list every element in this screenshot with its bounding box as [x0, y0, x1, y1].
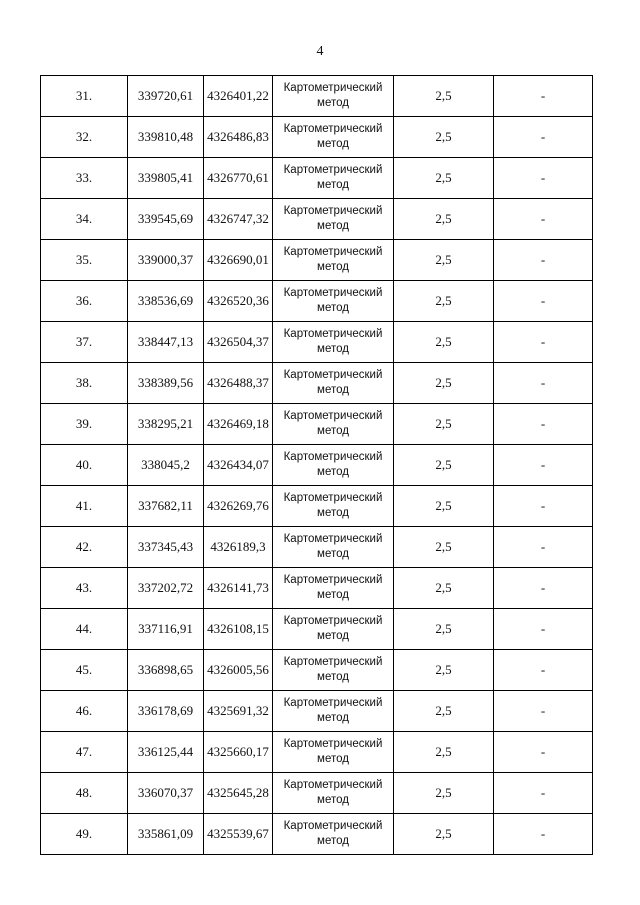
accuracy-cell: 2,5 — [394, 240, 494, 281]
point-number-cell: 35. — [41, 240, 128, 281]
x-coordinate-cell: 338045,2 — [128, 445, 204, 486]
method-cell — [273, 773, 394, 814]
x-coordinate-cell: 339545,69 — [128, 199, 204, 240]
method-cell — [273, 650, 394, 691]
method-cell — [273, 404, 394, 445]
method-line-2: метод — [317, 835, 349, 847]
accuracy-cell: 2,5 — [394, 363, 494, 404]
y-coordinate-cell: 4326434,07 — [204, 445, 273, 486]
note-cell: - — [494, 281, 593, 322]
y-coordinate-cell: 4325691,32 — [204, 691, 273, 732]
accuracy-cell: 2,5 — [394, 199, 494, 240]
accuracy-cell: 2,5 — [394, 76, 494, 117]
point-number-cell: 36. — [41, 281, 128, 322]
y-coordinate-cell: 4325660,17 — [204, 732, 273, 773]
x-coordinate-cell: 337345,43 — [128, 527, 204, 568]
table-row — [41, 363, 593, 404]
point-number-cell: 41. — [41, 486, 128, 527]
method-line-1: Картометрический — [283, 287, 383, 299]
page-number: 4 — [316, 44, 324, 59]
note-cell: - — [494, 732, 593, 773]
note-cell: - — [494, 76, 593, 117]
point-number-cell: 43. — [41, 568, 128, 609]
table-row — [41, 76, 593, 117]
y-coordinate-cell: 4326486,83 — [204, 117, 273, 158]
y-coordinate-cell: 4326005,56 — [204, 650, 273, 691]
accuracy-cell: 2,5 — [394, 568, 494, 609]
note-cell: - — [494, 445, 593, 486]
y-coordinate-cell: 4326108,15 — [204, 609, 273, 650]
method-line-2: метод — [317, 384, 349, 396]
x-coordinate-cell: 336898,65 — [128, 650, 204, 691]
method-line-2: метод — [317, 179, 349, 191]
y-coordinate-cell: 4326747,32 — [204, 199, 273, 240]
accuracy-cell: 2,5 — [394, 158, 494, 199]
method-line-2: метод — [317, 97, 349, 109]
accuracy-cell: 2,5 — [394, 486, 494, 527]
table-row — [41, 281, 593, 322]
point-number-cell: 39. — [41, 404, 128, 445]
table-row — [41, 404, 593, 445]
method-line-1: Картометрический — [283, 82, 383, 94]
point-number-cell: 37. — [41, 322, 128, 363]
x-coordinate-cell: 335861,09 — [128, 814, 204, 855]
method-line-1: Картометрический — [283, 574, 383, 586]
x-coordinate-cell: 339805,41 — [128, 158, 204, 199]
point-number-cell: 33. — [41, 158, 128, 199]
method-cell — [273, 486, 394, 527]
method-line-2: метод — [317, 466, 349, 478]
method-cell — [273, 691, 394, 732]
point-number-cell: 38. — [41, 363, 128, 404]
note-cell: - — [494, 322, 593, 363]
y-coordinate-cell: 4326488,37 — [204, 363, 273, 404]
y-coordinate-cell: 4326520,36 — [204, 281, 273, 322]
table-row — [41, 568, 593, 609]
table-row — [41, 609, 593, 650]
method-line-1: Картометрический — [283, 656, 383, 668]
x-coordinate-cell: 336070,37 — [128, 773, 204, 814]
method-line-2: метод — [317, 794, 349, 806]
table-row — [41, 486, 593, 527]
y-coordinate-cell: 4326504,37 — [204, 322, 273, 363]
y-coordinate-cell: 4325645,28 — [204, 773, 273, 814]
method-cell — [273, 732, 394, 773]
note-cell: - — [494, 199, 593, 240]
point-number-cell: 48. — [41, 773, 128, 814]
y-coordinate-cell: 4326189,3 — [204, 527, 273, 568]
x-coordinate-cell: 338389,56 — [128, 363, 204, 404]
x-coordinate-cell: 338295,21 — [128, 404, 204, 445]
method-line-1: Картометрический — [283, 246, 383, 258]
accuracy-cell: 2,5 — [394, 691, 494, 732]
method-line-1: Картометрический — [283, 123, 383, 135]
point-number-cell: 42. — [41, 527, 128, 568]
note-cell: - — [494, 568, 593, 609]
method-cell — [273, 76, 394, 117]
accuracy-cell: 2,5 — [394, 445, 494, 486]
method-line-2: метод — [317, 630, 349, 642]
method-line-2: метод — [317, 589, 349, 601]
method-cell — [273, 527, 394, 568]
note-cell: - — [494, 609, 593, 650]
accuracy-cell: 2,5 — [394, 773, 494, 814]
point-number-cell: 32. — [41, 117, 128, 158]
method-cell — [273, 199, 394, 240]
method-line-2: метод — [317, 671, 349, 683]
accuracy-cell: 2,5 — [394, 281, 494, 322]
y-coordinate-cell: 4326401,22 — [204, 76, 273, 117]
x-coordinate-cell: 336125,44 — [128, 732, 204, 773]
method-line-1: Картометрический — [283, 369, 383, 381]
x-coordinate-cell: 337202,72 — [128, 568, 204, 609]
point-number-cell: 45. — [41, 650, 128, 691]
x-coordinate-cell: 336178,69 — [128, 691, 204, 732]
method-line-2: метод — [317, 753, 349, 765]
note-cell: - — [494, 691, 593, 732]
method-line-1: Картометрический — [283, 533, 383, 545]
method-cell — [273, 240, 394, 281]
accuracy-cell: 2,5 — [394, 527, 494, 568]
table-row — [41, 527, 593, 568]
method-line-2: метод — [317, 343, 349, 355]
note-cell: - — [494, 117, 593, 158]
x-coordinate-cell: 337116,91 — [128, 609, 204, 650]
note-cell: - — [494, 363, 593, 404]
point-number-cell: 47. — [41, 732, 128, 773]
method-line-1: Картометрический — [283, 451, 383, 463]
method-line-2: метод — [317, 261, 349, 273]
method-line-2: метод — [317, 548, 349, 560]
method-line-2: метод — [317, 220, 349, 232]
note-cell: - — [494, 404, 593, 445]
method-line-2: метод — [317, 425, 349, 437]
method-cell — [273, 568, 394, 609]
method-line-2: метод — [317, 712, 349, 724]
y-coordinate-cell: 4326141,73 — [204, 568, 273, 609]
method-line-1: Картометрический — [283, 205, 383, 217]
point-number-cell: 46. — [41, 691, 128, 732]
method-line-2: метод — [317, 138, 349, 150]
note-cell: - — [494, 527, 593, 568]
method-cell — [273, 117, 394, 158]
x-coordinate-cell: 339000,37 — [128, 240, 204, 281]
method-cell — [273, 363, 394, 404]
method-line-2: метод — [317, 507, 349, 519]
x-coordinate-cell: 338536,69 — [128, 281, 204, 322]
point-number-cell: 34. — [41, 199, 128, 240]
table-row — [41, 158, 593, 199]
y-coordinate-cell: 4326469,18 — [204, 404, 273, 445]
method-line-2: метод — [317, 302, 349, 314]
accuracy-cell: 2,5 — [394, 814, 494, 855]
method-cell — [273, 814, 394, 855]
table-row — [41, 814, 593, 855]
note-cell: - — [494, 486, 593, 527]
table-row — [41, 445, 593, 486]
table-row — [41, 322, 593, 363]
accuracy-cell: 2,5 — [394, 322, 494, 363]
method-cell — [273, 322, 394, 363]
method-line-1: Картометрический — [283, 697, 383, 709]
method-line-1: Картометрический — [283, 738, 383, 750]
note-cell: - — [494, 773, 593, 814]
x-coordinate-cell: 339720,61 — [128, 76, 204, 117]
table-row — [41, 240, 593, 281]
table-row — [41, 732, 593, 773]
accuracy-cell: 2,5 — [394, 650, 494, 691]
method-line-1: Картометрический — [283, 820, 383, 832]
coordinates-table-body — [41, 76, 593, 855]
coordinates-table — [40, 75, 593, 855]
point-number-cell: 44. — [41, 609, 128, 650]
note-cell: - — [494, 158, 593, 199]
method-line-1: Картометрический — [283, 615, 383, 627]
accuracy-cell: 2,5 — [394, 117, 494, 158]
table-row — [41, 199, 593, 240]
accuracy-cell: 2,5 — [394, 609, 494, 650]
accuracy-cell: 2,5 — [394, 732, 494, 773]
method-line-1: Картометрический — [283, 410, 383, 422]
method-cell — [273, 158, 394, 199]
point-number-cell: 49. — [41, 814, 128, 855]
accuracy-cell: 2,5 — [394, 404, 494, 445]
point-number-cell: 31. — [41, 76, 128, 117]
x-coordinate-cell: 337682,11 — [128, 486, 204, 527]
y-coordinate-cell: 4325539,67 — [204, 814, 273, 855]
method-line-1: Картометрический — [283, 779, 383, 791]
y-coordinate-cell: 4326770,61 — [204, 158, 273, 199]
note-cell: - — [494, 650, 593, 691]
y-coordinate-cell: 4326690,01 — [204, 240, 273, 281]
method-line-1: Картометрический — [283, 328, 383, 340]
table-row — [41, 650, 593, 691]
point-number-cell: 40. — [41, 445, 128, 486]
table-row — [41, 691, 593, 732]
method-cell — [273, 281, 394, 322]
note-cell: - — [494, 240, 593, 281]
x-coordinate-cell: 339810,48 — [128, 117, 204, 158]
x-coordinate-cell: 338447,13 — [128, 322, 204, 363]
note-cell: - — [494, 814, 593, 855]
method-line-1: Картометрический — [283, 492, 383, 504]
table-row — [41, 773, 593, 814]
method-cell — [273, 445, 394, 486]
method-cell — [273, 609, 394, 650]
y-coordinate-cell: 4326269,76 — [204, 486, 273, 527]
method-line-1: Картометрический — [283, 164, 383, 176]
table-row — [41, 117, 593, 158]
